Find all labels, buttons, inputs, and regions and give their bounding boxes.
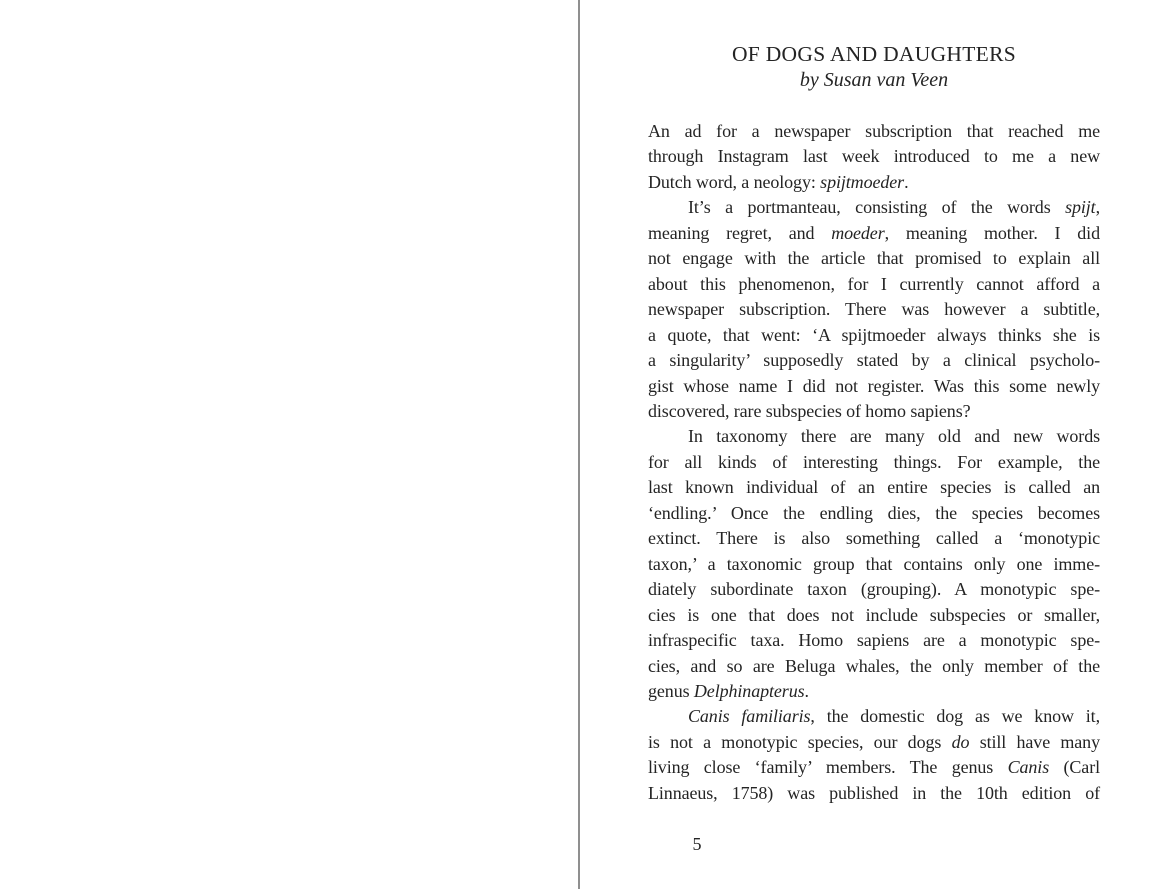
text-line: discovered, rare subspecies of homo sapiens? [648,400,971,421]
text-line: cies is one that does not include subspecies or smaller, [648,604,1100,625]
text-line: meaning regret, and moeder, meaning mother. I did [648,222,1100,243]
text-line: ‘endling.’ Once the endling dies, the species becomes [648,502,1100,523]
text-line: last known individual of an entire species is called an [648,477,1100,498]
text-line: through Instagram last week introduced to me a new [648,146,1100,167]
right-page [580,0,1150,889]
article-body [648,119,1100,806]
text-line: a singularity’ supposedly stated by a clinical psycholo- [648,350,1100,371]
text-line: Canis familiaris, the domestic dog as we know it, [688,706,1100,727]
text-line: genus Delphinapterus. [648,680,809,701]
text-line: extinct. There is also something called a ‘monotypic [648,528,1100,549]
article-title: OF DOGS AND DAUGHTERS [731,42,1017,66]
text-line: Dutch word, a neology: spijtmoeder. [648,171,909,192]
text-line: Linnaeus, 1758) was published in the 10th edition of [648,782,1100,803]
text-line: cies, and so are Beluga whales, the only member of the [648,655,1100,676]
text-line: gist whose name I did not register. Was this some newly [648,375,1100,396]
text-line: An ad for a newspaper subscription that reached me [648,121,1100,141]
text-line: a quote, that went: ‘A spijtmoeder always thinks she is [648,324,1100,345]
text-line: not engage with the article that promised to explain all [648,248,1100,269]
text-line: In taxonomy there are many old and new words [688,426,1100,447]
text-line: diately subordinate taxon (grouping). A monotypic spe- [648,579,1100,600]
text-line: living close ‘family’ members. The genus Canis (Carl [648,757,1100,778]
article-byline: by Susan van Veen [799,69,949,91]
text-line: infraspecific taxa. Homo sapiens are a monotypic spe- [648,630,1100,651]
text-line: newspaper subscription. There was however a subtitle, [648,299,1100,320]
text-line: is not a monotypic species, our dogs do still have many [648,731,1100,752]
text-line: taxon,’ a taxonomic group that contains only one imme- [648,553,1100,574]
page-number: 5 [692,834,702,854]
text-line: about this phenomenon, for I currently cannot afford a [648,273,1100,294]
text-line: for all kinds of interesting things. For example, the [648,451,1100,472]
text-line: It’s a portmanteau, consisting of the words spijt, [688,197,1100,218]
